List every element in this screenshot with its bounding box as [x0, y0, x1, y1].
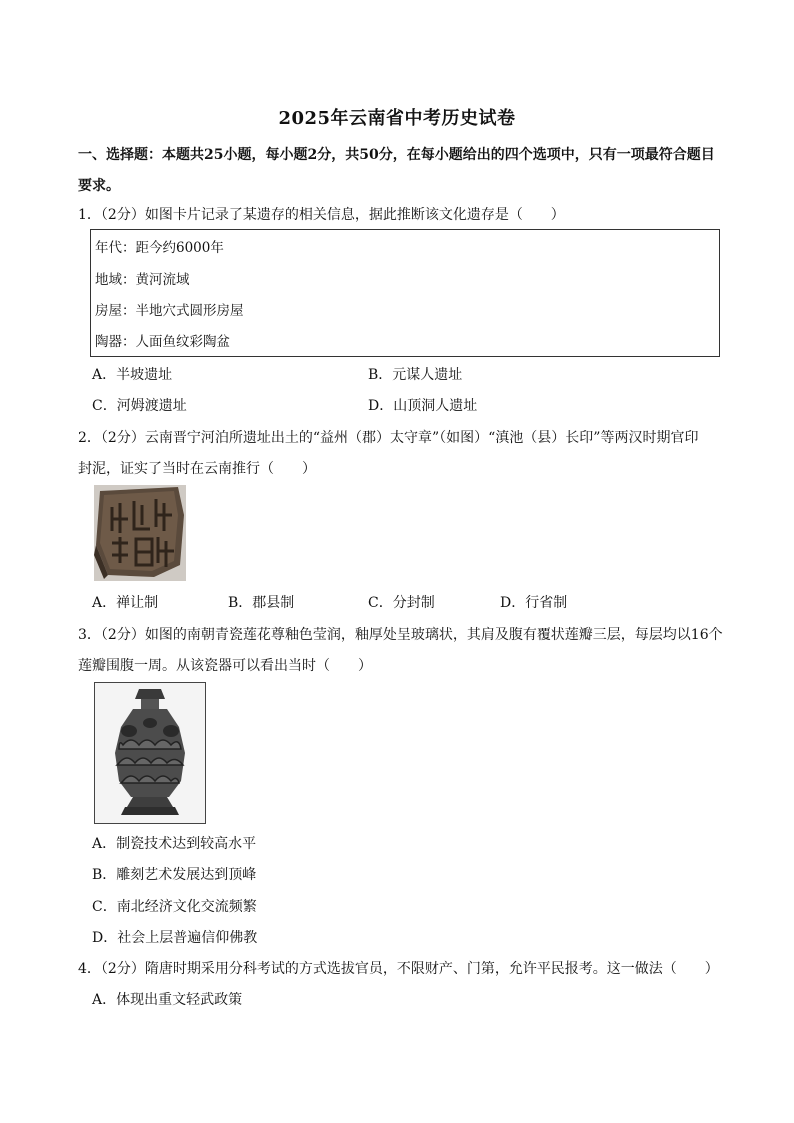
section-instruction-line-2: 要求。	[78, 178, 120, 194]
q4-option-a[interactable]: A．体现出重文轻武政策	[92, 992, 243, 1008]
question-4-stem: 4．（2分）隋唐时期采用分科考试的方式选拔官员，不限财产、门第，允许平民报考。这一做法（ ）	[78, 961, 719, 977]
page-title: 2025年云南省中考历史试卷	[278, 108, 516, 129]
q1-option-b[interactable]: B．元谋人遗址	[368, 367, 463, 383]
heritage-info-card	[90, 229, 720, 357]
q2-option-b[interactable]: B．郡县制	[228, 595, 295, 611]
card-row-pottery: 陶器：人面鱼纹彩陶盆	[95, 334, 230, 350]
celadon-lotus-vase-photo	[94, 682, 206, 824]
q3-option-a[interactable]: A．制瓷技术达到较高水平	[92, 836, 257, 852]
q2-option-a[interactable]: A．禅让制	[92, 595, 159, 611]
q3-option-b[interactable]: B．雕刻艺术发展达到顶峰	[92, 867, 257, 883]
clay-seal-photo	[94, 485, 186, 581]
q3-option-d[interactable]: D．社会上层普遍信仰佛教	[92, 930, 258, 946]
question-3-stem-line-1: 3．（2分）如图的南朝青瓷莲花尊釉色莹润，釉厚处呈玻璃状，其肩及腹有覆状莲瓣三层，每层均以16个	[78, 627, 723, 643]
card-row-era: 年代：距今约6000年	[95, 240, 224, 256]
question-1-stem: 1．（2分）如图卡片记录了某遗存的相关信息，据此推断该文化遗存是（ ）	[78, 207, 565, 223]
q2-option-d[interactable]: D．行省制	[500, 595, 568, 611]
q1-option-d[interactable]: D．山顶洞人遗址	[368, 398, 478, 414]
q1-option-c[interactable]: C．河姆渡遗址	[92, 398, 187, 414]
question-2-stem-line-1: 2．（2分）云南晋宁河泊所遗址出土的“益州（郡）太守章”（如图）“滇池（县）长印”等两汉时期官印	[78, 430, 699, 446]
card-row-house: 房屋：半地穴式圆形房屋	[95, 303, 244, 319]
q2-option-c[interactable]: C．分封制	[368, 595, 435, 611]
question-3-stem-line-2: 莲瓣围腹一周。从该瓷器可以看出当时（ ）	[78, 658, 372, 674]
question-2-stem-line-2: 封泥，证实了当时在云南推行（ ）	[78, 461, 316, 477]
q3-option-c[interactable]: C．南北经济文化交流频繁	[92, 899, 257, 915]
q1-option-a[interactable]: A．半坡遗址	[92, 367, 173, 383]
card-row-region: 地域：黄河流域	[95, 272, 190, 288]
section-instruction-line-1: 一、选择题：本题共25小题，每小题2分，共50分，在每小题给出的四个选项中，只有一项最符合题目	[78, 147, 715, 163]
